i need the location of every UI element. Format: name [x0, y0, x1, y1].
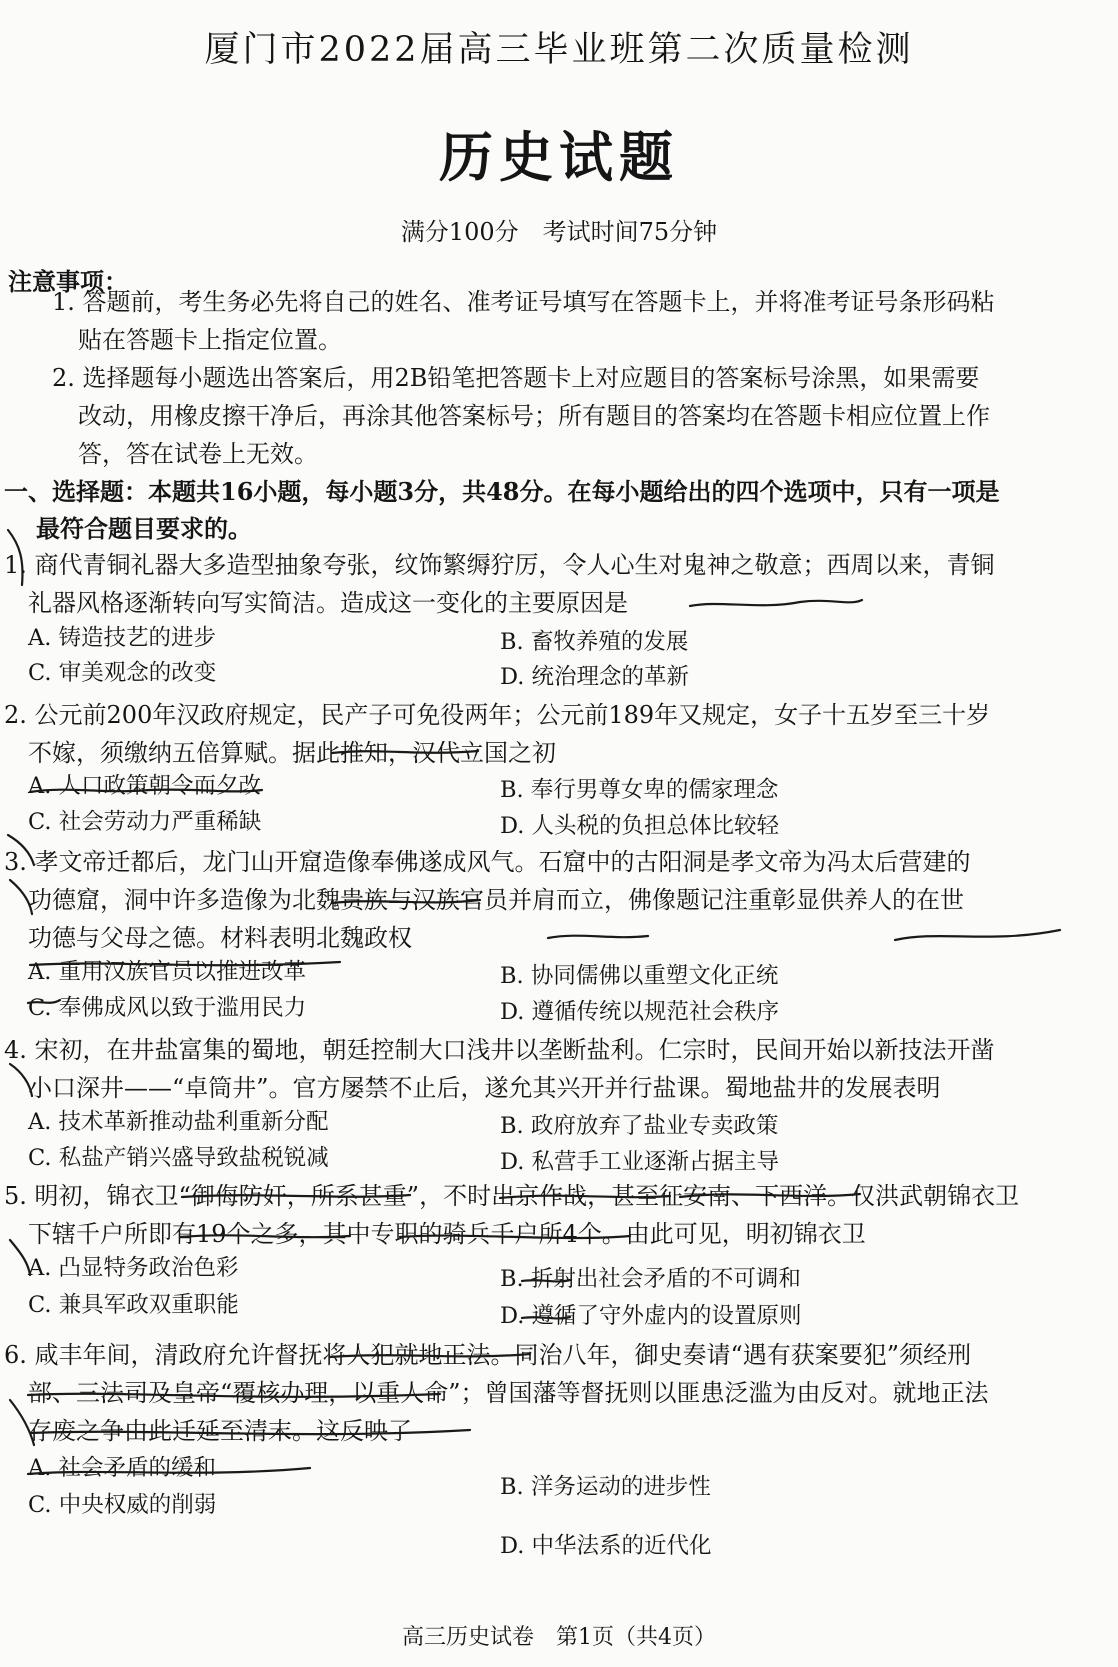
option-b: B. 畜牧养殖的发展 [500, 629, 689, 655]
page-footer: 高三历史试卷 第1页（共4页） [402, 1625, 716, 1650]
option-b: B. 洋务运动的进步性 [500, 1474, 711, 1500]
question-stem: 功德与父母之德。材料表明北魏政权 [28, 924, 412, 952]
option-d: D. 人头税的负担总体比较轻 [500, 813, 780, 839]
option-c: C. 审美观念的改变 [28, 660, 217, 686]
question-stem: 下辖千户所即有19个之多，其中专职的骑兵千户所4个。由此可见，明初锦衣卫 [28, 1220, 866, 1248]
question-stem: 小口深井——“卓筒井”。官方屡禁不止后，遂允其兴开并行盐课。蜀地盐井的发展表明 [28, 1074, 941, 1102]
question-stem: 1. 商代青铜礼器大多造型抽象夸张，纹饰繁缛狞厉，令人心生对鬼神之敬意；西周以来，青铜 [4, 551, 995, 579]
question-stem: 4. 宋初，在井盐富集的蜀地，朝廷控制大口浅井以垄断盐利。仁宗时，民间开始以新技法开凿 [4, 1036, 995, 1064]
exam-title: 厦门市2022届高三毕业班第二次质量检测 [204, 30, 914, 70]
option-d: D. 遵循传统以规范社会秩序 [500, 999, 780, 1025]
option-a: A. 社会矛盾的缓和 [28, 1455, 217, 1481]
option-d: D. 遵循了守外虚内的设置原则 [500, 1303, 802, 1329]
question-stem: 功德窟，洞中许多造像为北魏贵族与汉族官员并肩而立，佛像题记注重彰显供养人的在世 [28, 886, 964, 914]
notice-line: 2. 选择题每小题选出答案后，用2B铅笔把答题卡上对应题目的答案标号涂黑，如果需要 [52, 364, 980, 392]
option-a: A. 技术革新推动盐利重新分配 [28, 1109, 329, 1135]
option-c: C. 奉佛成风以致于滥用民力 [28, 995, 307, 1021]
option-a: A. 铸造技艺的进步 [28, 625, 217, 651]
option-d: D. 统治理念的革新 [500, 664, 690, 690]
notice-line: 1. 答题前，考生务必先将自己的姓名、准考证号填写在答题卡上，并将准考证号条形码粘 [52, 288, 995, 316]
q3-underline [548, 936, 648, 938]
notice-title: 注意事项： [8, 267, 128, 296]
question-stem: 5. 明初，锦衣卫“御侮防奸，所系甚重”，不时出京作战，甚至征安南、下西洋。仅洪武朝锦衣卫 [4, 1182, 1020, 1210]
option-c: C. 兼具军政双重职能 [28, 1292, 239, 1318]
option-b: B. 政府放弃了盐业专卖政策 [500, 1113, 779, 1139]
question-stem: 存废之争由此迁延至清末。这反映了 [28, 1417, 412, 1445]
option-c: C. 中央权威的削弱 [28, 1492, 217, 1518]
section-heading: 最符合题目要求的。 [36, 514, 252, 543]
notice-line: 改动，用橡皮擦干净后，再涂其他答案标号；所有题目的答案均在答题卡相应位置上作 [78, 402, 990, 430]
question-stem: 6. 咸丰年间，清政府允许督抚将人犯就地正法。同治八年，御史奏请“遇有获案要犯”须经刑 [4, 1341, 972, 1369]
option-c: C. 私盐产销兴盛导致盐税锐减 [28, 1145, 329, 1171]
option-a: A. 人口政策朝令而夕改 [28, 773, 262, 799]
option-a: A. 重用汉族官员以推进改革 [28, 959, 307, 985]
subject-title: 历史试题 [439, 125, 679, 189]
option-d: D. 私营手工业逐渐占据主导 [500, 1149, 780, 1175]
exam-meta: 满分100分 考试时间75分钟 [400, 218, 718, 246]
q5-check-mark [10, 1240, 30, 1275]
question-stem: 部、三法司及皇帝“覆核办理，以重人命”；曾国藩等督抚则以匪患泛滥为由反对。就地正法 [28, 1379, 989, 1407]
option-b: B. 奉行男尊女卑的儒家理念 [500, 777, 779, 803]
question-stem: 2. 公元前200年汉政府规定，民产子可免役两年；公元前189年又规定，女子十五岁至三十岁 [4, 701, 991, 729]
question-stem: 不嫁，须缴纳五倍算赋。据此推知，汉代立国之初 [28, 739, 556, 767]
option-b: B. 折射出社会矛盾的不可调和 [500, 1266, 801, 1292]
question-stem: 礼器风格逐渐转向写实简洁。造成这一变化的主要原因是 [28, 589, 628, 617]
option-a: A. 凸显特务政治色彩 [28, 1255, 239, 1281]
q3-underline [895, 930, 1060, 940]
notice-line: 答，答在试卷上无效。 [78, 440, 318, 468]
option-b: B. 协同儒佛以重塑文化正统 [500, 963, 779, 989]
option-c: C. 社会劳动力严重稀缺 [28, 809, 262, 835]
q1-underline [690, 600, 862, 606]
notice-line: 贴在答题卡上指定位置。 [78, 326, 342, 354]
section-heading: 一、选择题：本题共16小题，每小题3分，共48分。在每小题给出的四个选项中，只有一项是 [4, 477, 1000, 506]
option-d: D. 中华法系的近代化 [500, 1533, 712, 1559]
question-stem: 3. 孝文帝迁都后，龙门山开窟造像奉佛遂成风气。石窟中的古阳洞是孝文帝为冯太后营建的 [4, 848, 971, 876]
